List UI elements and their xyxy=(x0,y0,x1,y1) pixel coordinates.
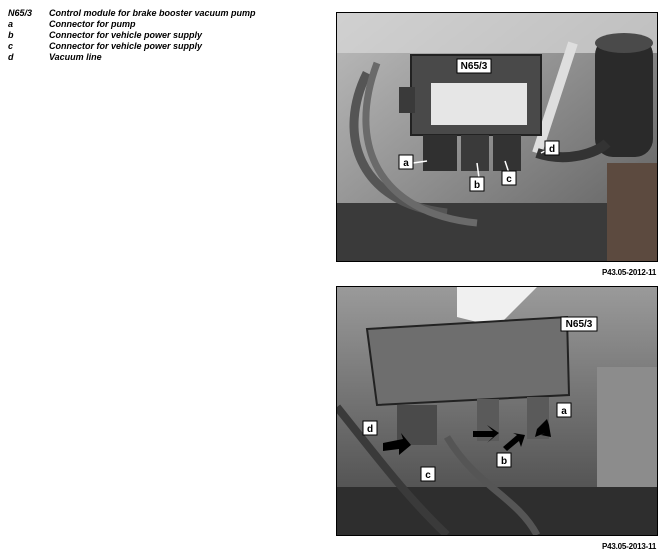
figure-2-illustration xyxy=(337,287,657,535)
legend xyxy=(8,8,256,63)
callout-c-label: c xyxy=(425,470,431,481)
legend-text: Connector for pump xyxy=(49,19,136,29)
legend-key: c xyxy=(8,41,14,51)
legend-text: Connector for vehicle power supply xyxy=(49,41,203,51)
legend-row xyxy=(8,8,256,19)
callout-b-label: b xyxy=(473,180,481,191)
legend-text: Connector for vehicle power supply xyxy=(49,30,203,40)
figure-2-reference: P43.05-2013-11 xyxy=(602,542,657,551)
legend-row xyxy=(8,41,256,52)
legend-row xyxy=(8,19,256,30)
callout-b-label: b xyxy=(500,456,508,467)
callout-module-label: N65/3 xyxy=(460,61,488,72)
figure-1-photo xyxy=(336,12,658,262)
legend-text: Control module for brake booster vacuum pump xyxy=(49,8,256,18)
legend-text: Vacuum line xyxy=(49,52,102,62)
legend-key: a xyxy=(8,19,14,29)
figure-2-photo xyxy=(336,286,658,536)
figure-1-illustration xyxy=(337,13,657,261)
legend-row xyxy=(8,52,256,63)
callout-d-label: d xyxy=(366,424,374,435)
callout-a-label: a xyxy=(403,158,409,169)
legend-row xyxy=(8,30,256,41)
legend-key: b xyxy=(8,30,14,40)
legend-key: N65/3 xyxy=(8,8,33,18)
legend-key: d xyxy=(8,52,14,62)
callout-a-label: a xyxy=(561,406,567,417)
callout-c-label: c xyxy=(506,174,512,185)
callout-module-label: N65/3 xyxy=(565,319,593,330)
callout-d-label: d xyxy=(548,144,556,155)
figure-1-reference: P43.05-2012-11 xyxy=(602,268,657,277)
